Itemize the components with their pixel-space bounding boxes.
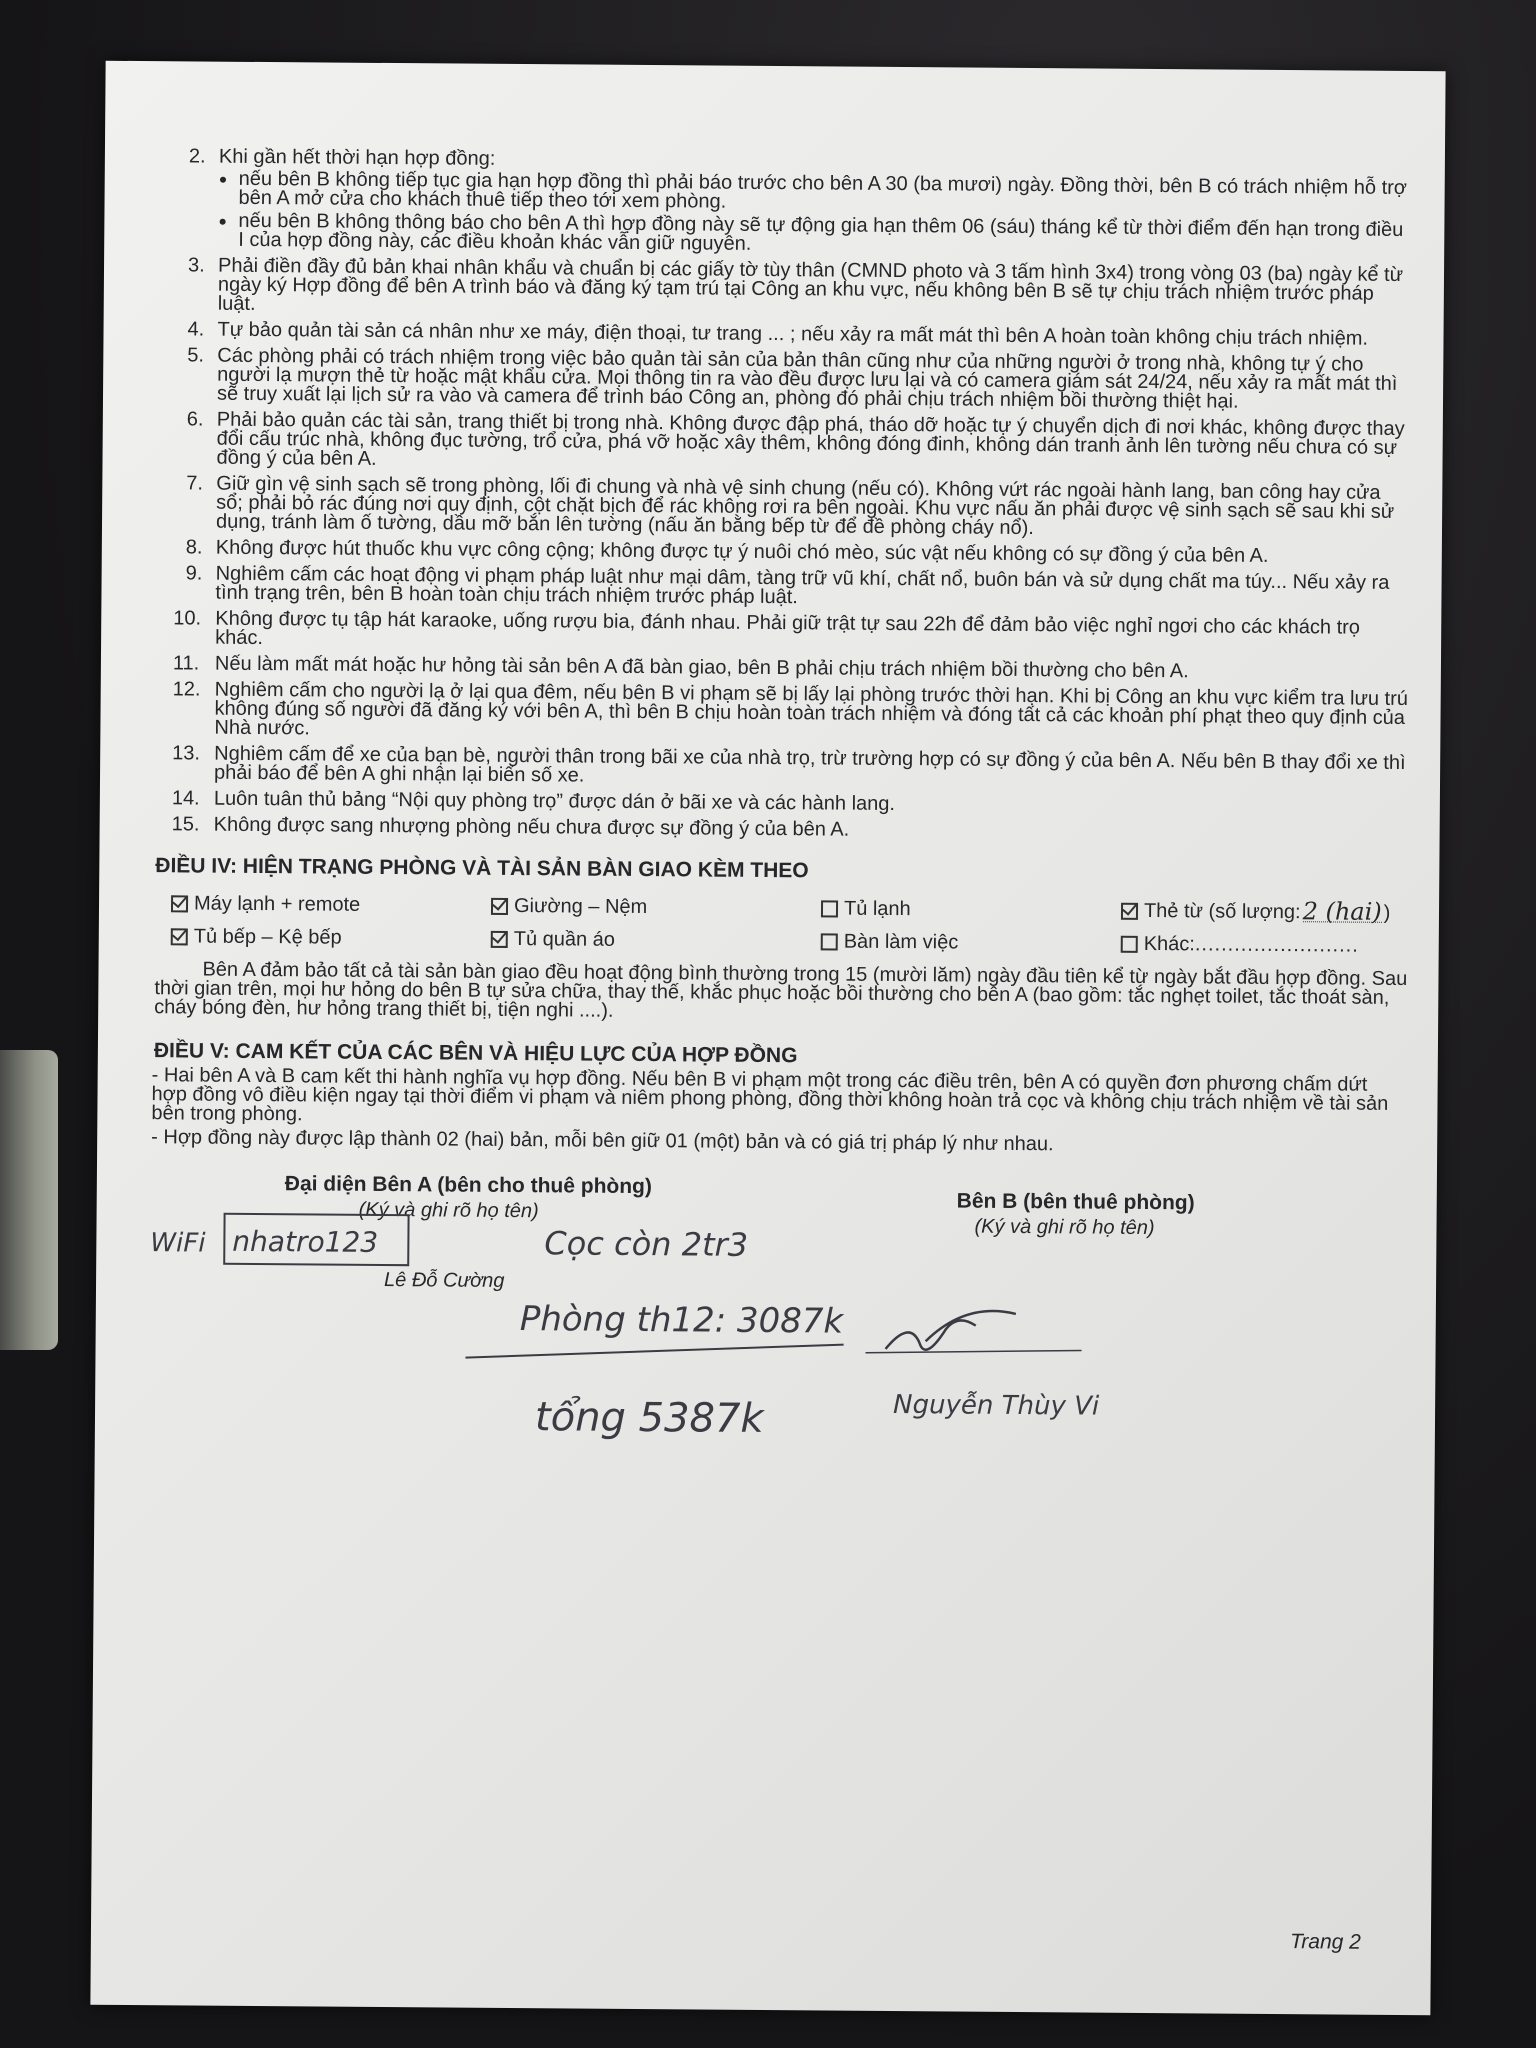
- rule-12: [170, 680, 1410, 747]
- total-note: tổng 5387k: [534, 1394, 764, 1442]
- signature-area: [150, 1165, 1407, 1505]
- rule-text: Không được sang nhượng phòng nếu chưa được sự đồng ý của bên A.: [213, 813, 850, 841]
- asset-item: [491, 930, 821, 952]
- asset-checklist: [171, 893, 1409, 956]
- bullet-item: ● nếu bên B không tiếp tục gia hạn hợp đồng thì phải báo trước cho bên A 30 (ba mươi) ngày. Đồng thời, bên B có trách nhiệm hỗ trợ bên A mở cửa cho khách thuê tiếp theo tới xem phòng.: [219, 170, 1415, 217]
- page-content: [150, 145, 1415, 1505]
- blank-line: .........................: [1194, 933, 1359, 957]
- party-b-signature: [886, 1310, 1016, 1350]
- asset-label: Bàn làm việc: [843, 930, 959, 954]
- divider-line: [465, 1342, 843, 1361]
- wifi-label: WiFi: [150, 1228, 206, 1259]
- page-number: Trang 2: [1290, 1930, 1362, 1954]
- side-object: [0, 1050, 58, 1350]
- rule-text: Phải điền đầy đủ bản khai nhân khẩu và chuẩn bị các giấy tờ tùy thân (CMND photo và 3 tấm hình 3x4) trong vòng 03 (ba) ngày kể từ ngày ký Hợp đồng để bên A trình báo và đăng ký tạm trú tại Công an khu vực, nếu không bên B sẽ tự chịu trách nhiệm trước pháp luật.: [217, 254, 1404, 315]
- rule-number: 15.: [171, 813, 200, 836]
- rule-text: Khi gần hết thời hạn hợp đồng:: [218, 145, 496, 170]
- asset-item: [491, 896, 821, 919]
- bullet-item: ● nếu bên B không thông báo cho bên A thì hợp đồng này sẽ tự động gia hạn thêm 06 (sáu) tháng kể từ thời điểm đến hạn trong điều I của hợp đồng này, các điều khoản khác vẫn giữ nguyên.: [218, 212, 1414, 259]
- wifi-password: nhatro123: [232, 1224, 379, 1259]
- rule-number: 7.: [186, 472, 204, 495]
- rule-text: Không được hút thuốc khu vực công cộng; không được tự ý nuôi chó mèo, súc vật nếu không có sự đồng ý của bên A.: [215, 536, 1269, 567]
- rules-list: [170, 147, 1415, 844]
- rule-14: [170, 789, 1410, 818]
- room-fee-note: Phòng th12: 3087k: [519, 1299, 844, 1342]
- asset-item: [171, 927, 491, 949]
- checkbox-empty-icon: [821, 933, 838, 950]
- asset-item: [821, 932, 1121, 953]
- section-4-title: ĐIỀU IV: HIỆN TRẠNG PHÒNG VÀ TÀI SẢN BÀN GIAO KÈM THEO: [155, 854, 809, 883]
- rule-text: Tự bảo quản tài sản cá nhân như xe máy, điện thoại, tư trang ... ; nếu xảy ra mất mát thì bên A hoàn toàn không chịu trách nhiệm.: [217, 318, 1369, 350]
- signature-underline: [866, 1349, 1082, 1355]
- rule-number: 3.: [187, 254, 205, 277]
- rule-2-bullets: [218, 167, 1415, 259]
- rule-text: Nghiêm cấm cho người lạ ở lại qua đêm, nếu bên B vi phạm sẽ bị lấy lại phòng trước thời hạn. Khi bị Công an khu vực kiểm tra lưu trú không đúng số người đã đăng ký với bên A, thì bên B chịu hoàn toàn trách nhiệm và đóng tất cả các khoản phí phạt theo quy định của Nhà nước.: [214, 678, 1409, 740]
- rule-number: 6.: [186, 408, 204, 431]
- checkbox-empty-icon: [821, 900, 838, 917]
- section-5-line: - Hai bên A và B cam kết thi hành nghĩa vụ hợp đồng. Nếu bên B vi phạm một trong các điều trên, bên A có quyền đơn phương chấm dứt hợp đồng vô điều kiện ngay tại thời điểm vi phạm và niêm phong phòng, đồng thời không hoàn trả cọc và không chịu trách nhiệm về tài sản bên trong phòng.: [151, 1064, 1389, 1126]
- rule-number: 13.: [172, 742, 201, 765]
- rule-11: [171, 654, 1411, 683]
- rule-7: [172, 474, 1412, 541]
- rule-number: 12.: [172, 678, 201, 701]
- rule-text: Nghiêm cấm các hoạt động vi phạm pháp luật như mại dâm, tàng trữ vũ khí, chất nổ, buôn bán và sử dụng chất ma túy... Nếu xảy ra tình trạng trên, bên B hoàn toàn chịu trách nhiệm trước pháp luật.: [215, 562, 1390, 609]
- asset-label: Tủ lạnh: [843, 897, 911, 920]
- checkbox-empty-icon: [1121, 936, 1138, 953]
- contract-page: [90, 61, 1445, 2015]
- asset-suffix: ): [1383, 901, 1391, 924]
- rule-text: Phải bảo quản các tài sản, trang thiết bị trong nhà. Không được đập phá, tháo dỡ hoặc tự ý chuyển dịch đi nơi khác, không được thay đổi cấu trúc nhà, không đục tường, trổ cửa, phá vỡ hoặc xây thêm, không đóng đinh, không dán tranh ảnh lên tường nếu chưa có sự đồng ý của bên A.: [216, 408, 1405, 470]
- rule-number: 9.: [185, 562, 203, 585]
- rule-15: [170, 815, 1410, 844]
- party-a-subtitle: (Ký và ghi rõ họ tên): [358, 1198, 539, 1223]
- rule-number: 2.: [188, 145, 206, 168]
- party-b-subtitle: (Ký và ghi rõ họ tên): [974, 1215, 1155, 1240]
- asset-label: Thẻ từ (số lượng:: [1143, 899, 1301, 923]
- rule-text: Luôn tuân thủ bảng “Nội quy phòng trọ” được dán ở bãi xe và các hành lang.: [213, 787, 896, 815]
- rule-text: Các phòng phải có trách nhiệm trong việc bảo quản tài sản của bản thân cũng như của những người ở trong nhà, không tự ý cho người lạ mượn thẻ từ hoặc mật khẩu cửa. Mọi thông tin ra vào đều được lưu lại và có camera giám sát 24/24, nếu xảy ra mất mát thì sẽ truy xuất lại lịch sử ra vào và camera để trình báo Công an, phòng đó phải chịu trách nhiệm bồi thường thiệt hại.: [216, 344, 1398, 413]
- asset-label: Giường – Nệm: [513, 894, 648, 918]
- rule-2: [174, 147, 1415, 259]
- rule-text: Không được tụ tập hát karaoke, uống rượu bia, đánh nhau. Phải giữ trật tự sau 22h để đảm bảo việc nghỉ ngơi cho các khách trọ khác.: [215, 607, 1361, 650]
- rule-9: [171, 564, 1411, 612]
- asset-label: Tủ quần áo: [513, 928, 616, 951]
- rule-number: 14.: [171, 787, 200, 810]
- rule-number: 5.: [187, 344, 205, 367]
- rule-4: [173, 320, 1413, 349]
- rule-6: [172, 410, 1412, 477]
- asset-label: Máy lạnh + remote: [193, 891, 361, 916]
- rule-text: Nghiêm cấm để xe của bạn bè, người thân trong bãi xe của nhà trọ, trừ trường hợp có sự đồng ý của bên A. Nếu bên B thay đổi xe thì phải báo để bên A ghi nhận lại biển số xe.: [213, 742, 1406, 787]
- section-5-line: - Hợp đồng này được lập thành 02 (hai) bản, mỗi bên giữ 01 (một) bản và có giá trị pháp lý như nhau.: [151, 1126, 1054, 1156]
- rule-5: [173, 346, 1413, 413]
- rule-number: 8.: [185, 536, 203, 559]
- asset-item: [171, 893, 491, 916]
- rule-13: [170, 744, 1410, 792]
- checkbox-checked-icon: [171, 928, 188, 945]
- checkbox-checked-icon: [1121, 902, 1138, 919]
- rule-3: [174, 256, 1414, 323]
- asset-label: Tủ bếp – Kệ bếp: [193, 925, 342, 949]
- rule-text: Nếu làm mất mát hoặc hư hỏng tài sản bên A đã bàn giao, bên B phải chịu trách nhiệm bồi thường cho bên A.: [214, 652, 1189, 683]
- rule-8: [172, 538, 1412, 567]
- rule-10: [171, 609, 1411, 657]
- checkbox-checked-icon: [171, 895, 188, 912]
- asset-label: Khác:: [1143, 932, 1195, 956]
- card-quantity-handwritten: 2 (hai): [1302, 897, 1382, 926]
- checkbox-checked-icon: [491, 931, 508, 948]
- section-5-title: ĐIỀU V: CAM KẾT CỦA CÁC BÊN VÀ HIỆU LỰC CỦA HỢP ĐỒNG: [153, 1039, 798, 1068]
- checkbox-checked-icon: [491, 897, 508, 914]
- party-a-title: Đại diện Bên A (bên cho thuê phòng): [284, 1172, 653, 1199]
- handwritten-notes: [150, 1165, 1407, 1505]
- deposit-note: Cọc còn 2tr3: [544, 1224, 749, 1264]
- party-b-name-handwritten: Nguyễn Thùy Vi: [893, 1389, 1100, 1422]
- asset-item: [1121, 897, 1421, 926]
- party-b-title: Bên B (bên thuê phòng): [956, 1189, 1195, 1215]
- rule-number: 11.: [172, 652, 200, 675]
- asset-item: [821, 898, 1121, 920]
- rule-number: 10.: [173, 607, 202, 630]
- party-a-name: Lê Đỗ Cường: [384, 1268, 505, 1292]
- asset-item: [1121, 932, 1421, 957]
- section-4-paragraph: Bên A đảm bảo tất cả tài sản bàn giao đều hoạt động bình thường trong 15 (mười lăm) ngày đầu tiên kể từ ngày bắt đầu hợp đồng. Sau thời gian trên, mọi hư hỏng do bên B tự sửa chữa, thay thế, khắc phục hoặc bồi thường cho bên A (bao gồm: tắc nghẹt toilet, tắc thoát sàn, cháy bóng đèn, hư hỏng trang thiết bị, tiện nghi ....).: [154, 958, 1408, 1022]
- rule-text: Giữ gìn vệ sinh sạch sẽ trong phòng, lối đi chung và nhà vệ sinh chung (nếu có). Không vứt rác ngoài hành lang, ban công hay cửa sổ; phải bỏ rác đúng nơi quy định, cột chặt bịch để rác không rơi ra bên ngoài. Khu vực nấu ăn phải được vệ sinh sạch sẽ sau khi sử dụng, tránh làm ố tường, dầu mỡ bắn lên tường (nấu ăn bằng bếp từ để đề phòng cháy nổ).: [215, 472, 1395, 540]
- rule-number: 4.: [187, 318, 205, 341]
